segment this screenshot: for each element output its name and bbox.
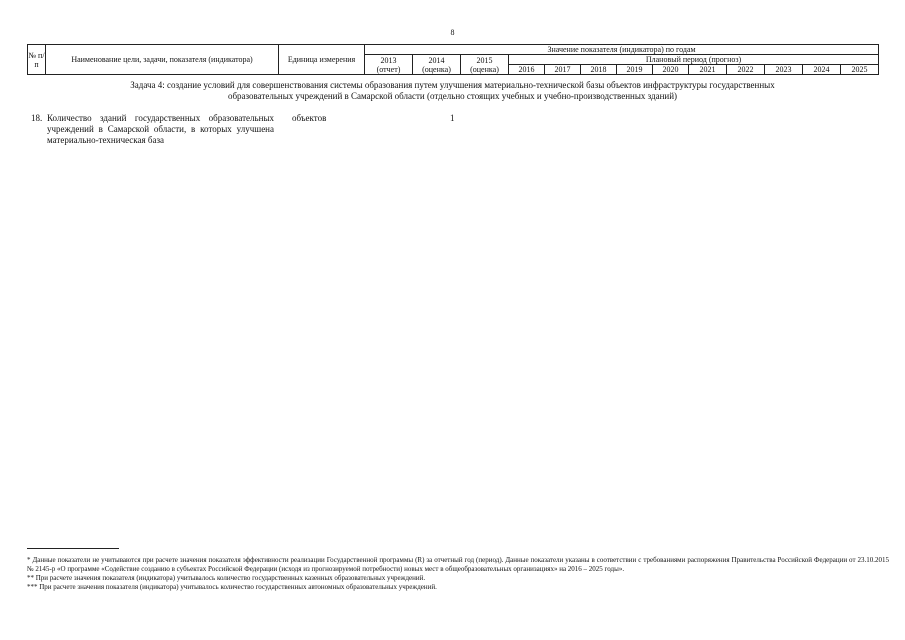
header-year-2025: 2025: [841, 65, 879, 75]
header-year-2015: 2015 (оценка): [461, 55, 509, 75]
header-year-2014: 2014 (оценка): [413, 55, 461, 75]
header-name: Наименование цели, задачи, показателя (индикатора): [46, 45, 279, 75]
header-num: № п/п: [28, 45, 46, 75]
header-year-2020: 2020: [653, 65, 689, 75]
row-indicator-name: Количество зданий государственных образовательных учреждений в Самарской области, в которых улучшена материально-техническая база: [47, 113, 274, 145]
row-number: 18.: [31, 113, 43, 123]
header-year-2016: 2016: [509, 65, 545, 75]
header-year-2018: 2018: [581, 65, 617, 75]
header-planned-period: Плановый период (прогноз): [509, 55, 879, 65]
header-year-2024: 2024: [803, 65, 841, 75]
footnote-3: *** При расчете значения показателя (индикатора) учитывалось количество государственных автономных образовательных учреждений.: [27, 583, 437, 591]
header-year-2021: 2021: [689, 65, 727, 75]
footnote-divider: [27, 548, 119, 549]
header-year-2023: 2023: [765, 65, 803, 75]
task-heading: [45, 80, 860, 102]
header-year-2022: 2022: [727, 65, 765, 75]
footnotes: [27, 556, 889, 592]
header-values-group: Значение показателя (индикатора) по годам: [365, 45, 879, 55]
page-number: 8: [450, 28, 455, 37]
row-value-2013: 1: [450, 113, 455, 123]
task-line-2: образовательных учреждений в Самарской области (отдельно стоящих учебных и учебно-производственных зданий): [227, 91, 678, 101]
header-year-2013: 2013 (отчет): [365, 55, 413, 75]
row-unit: объектов: [292, 113, 327, 123]
footnote-1: * Данные показатели не учитываются при расчете значения показателя эффективности реализации Государственной программы (R) за отчетный год (период). Данные показатели указаны в соответствии с требованиями распоряжения Правительства Российской Федерации от 23.10.2015 № 2145-р «О программе «Содействие созданию в субъектах Российской Федерации (исходя из прогнозируемой потребности) новых мест в общеобразовательных организациях» на 2016 – 2025 годы».: [27, 556, 889, 573]
indicator-table-header: [27, 44, 879, 75]
task-line-1: Задача 4: создание условий для совершенствования системы образования путем улучшения материально-технической базы объектов инфраструктуры государственных: [130, 80, 775, 90]
footnote-2: ** При расчете значения показателя (индикатора) учитывалось количество государственных казенных образовательных учреждений.: [27, 574, 426, 582]
header-year-2017: 2017: [545, 65, 581, 75]
header-unit: Единица измерения: [279, 45, 365, 75]
header-year-2019: 2019: [617, 65, 653, 75]
